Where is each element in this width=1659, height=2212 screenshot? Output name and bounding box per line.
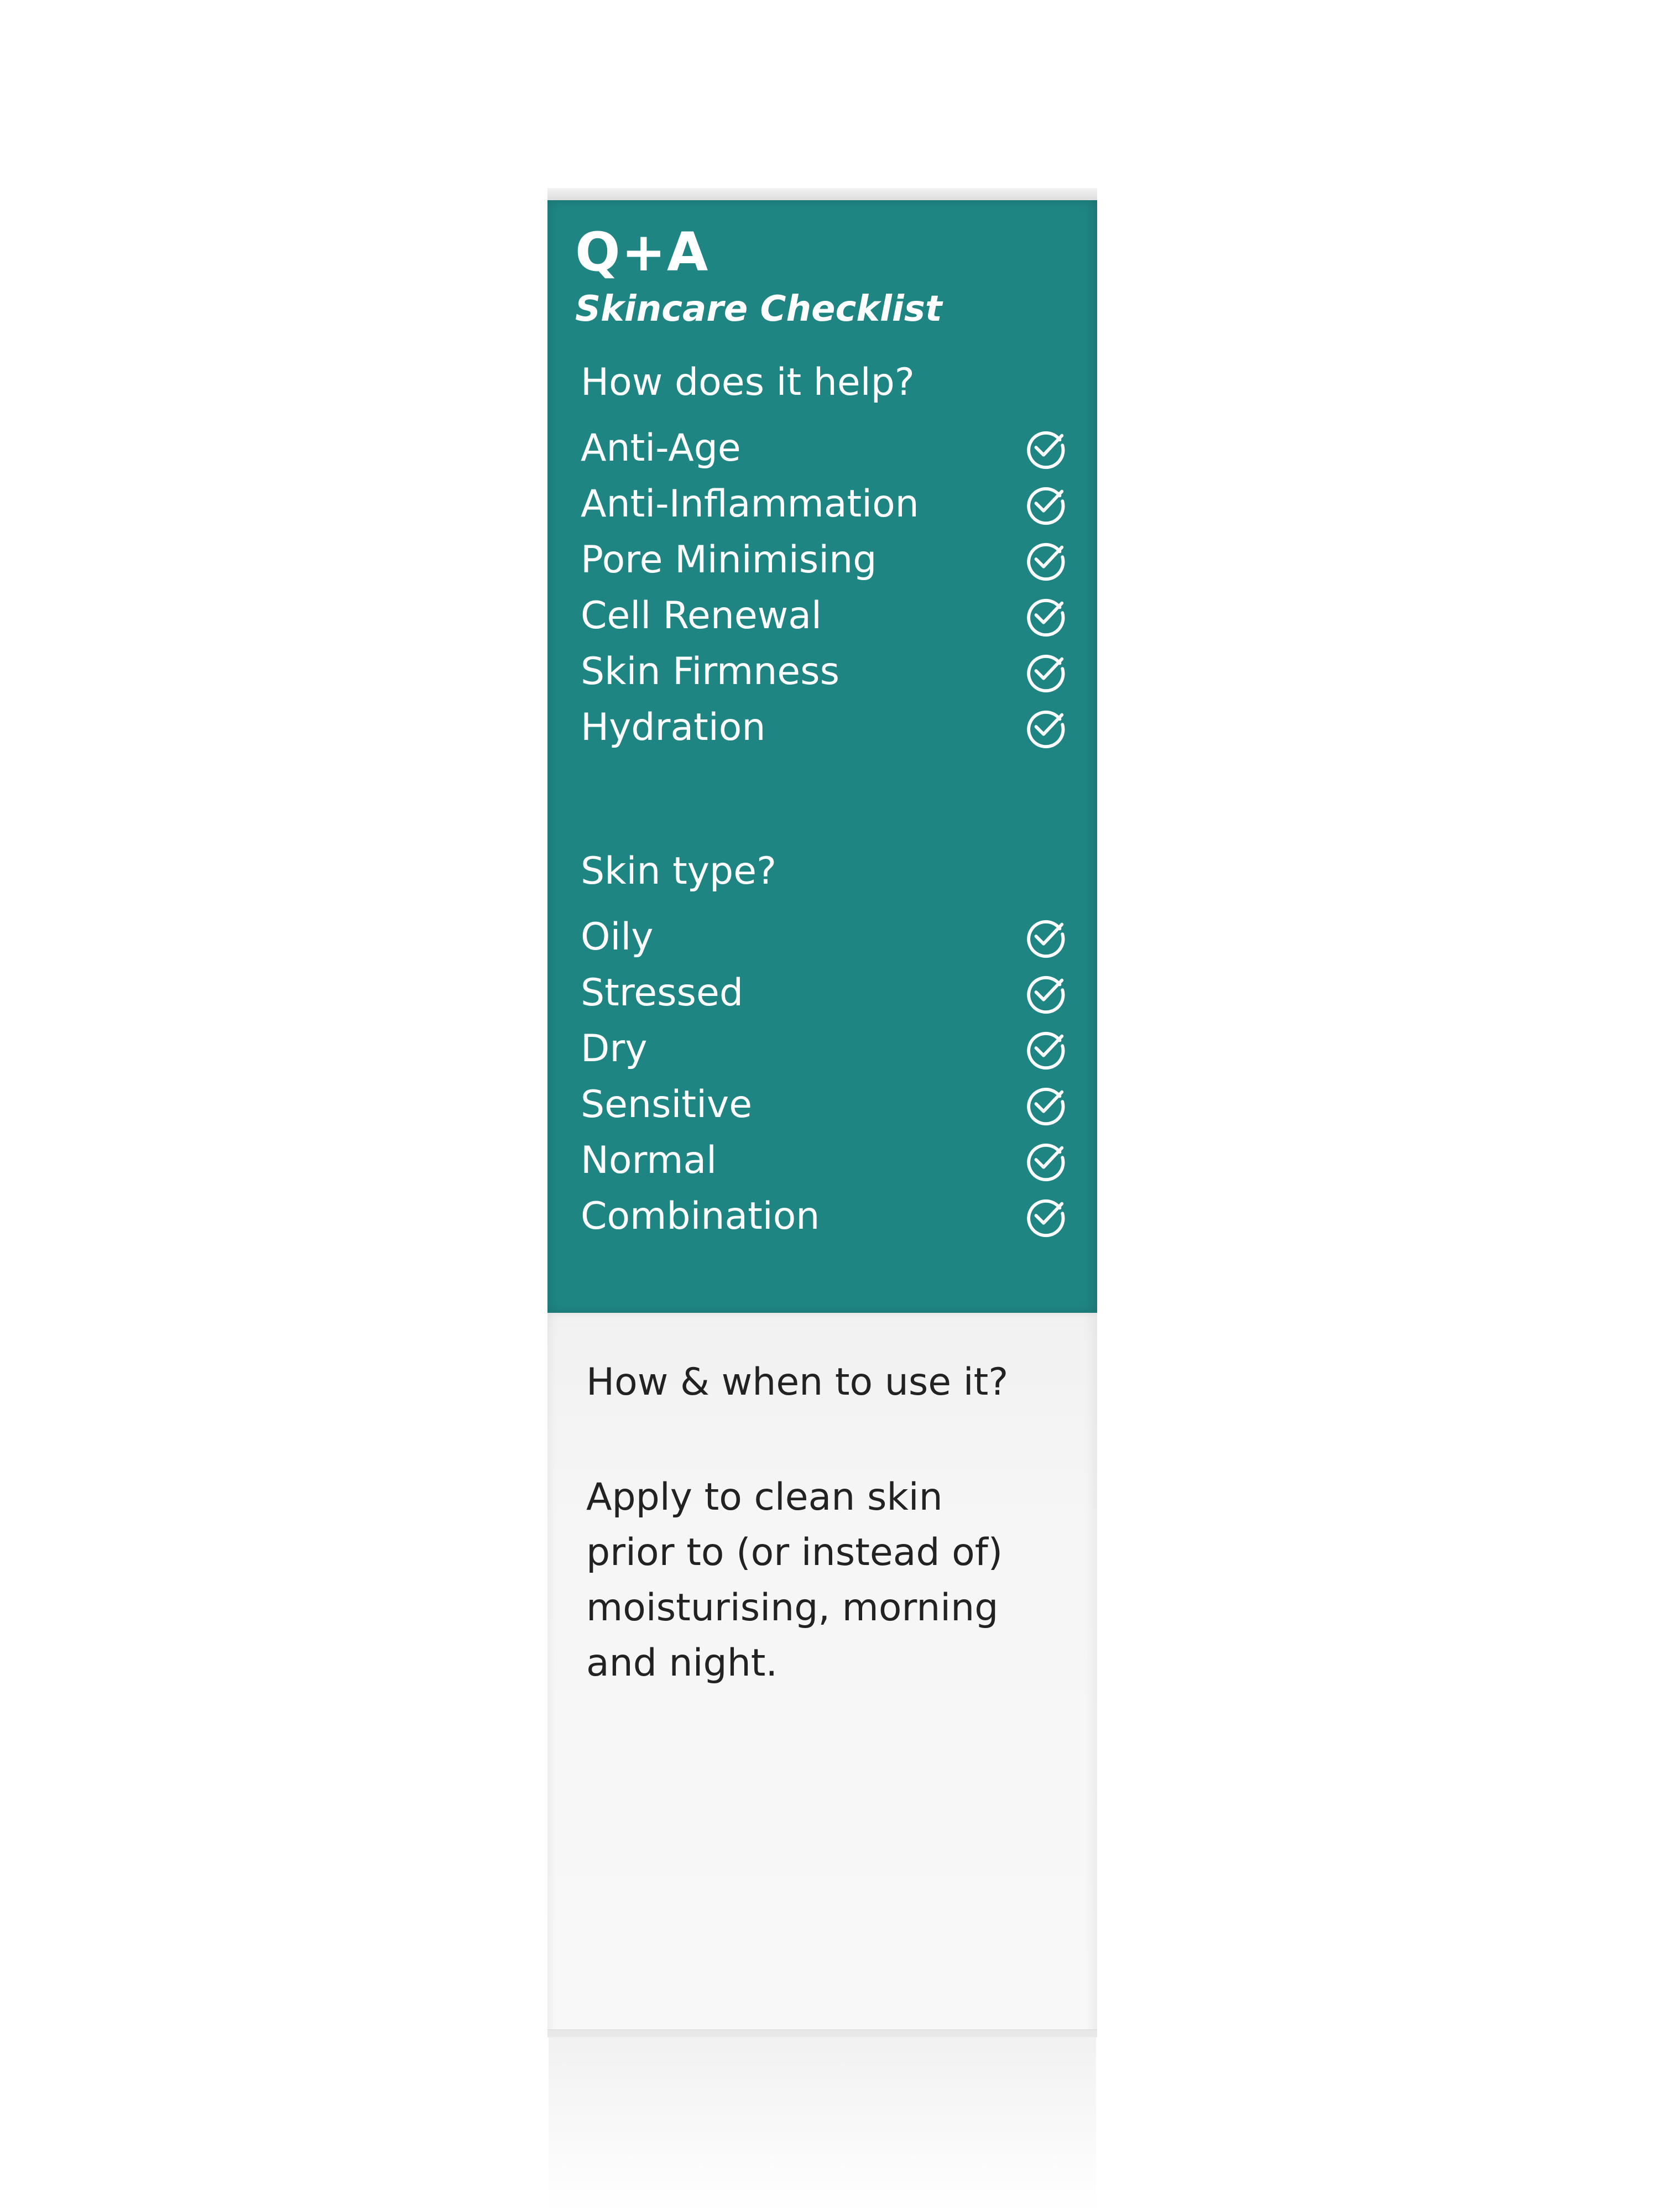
circle-check-icon bbox=[1024, 1027, 1067, 1071]
usage-instructions bbox=[586, 1470, 1073, 1691]
checklist-item-label: Oily bbox=[581, 915, 654, 959]
teal-checklist-panel bbox=[547, 200, 1097, 1313]
checklist-item-label: Cell Renewal bbox=[581, 594, 822, 638]
circle-check-icon bbox=[1024, 650, 1067, 693]
checklist-item bbox=[581, 965, 1067, 1021]
checklist-item bbox=[581, 1077, 1067, 1133]
skin-type-heading: Skin type? bbox=[581, 849, 777, 893]
checklist-item bbox=[581, 644, 1067, 700]
checklist-item-label: Anti-Inflammation bbox=[581, 482, 919, 526]
checklist-item-label: Stressed bbox=[581, 971, 743, 1015]
circle-check-icon bbox=[1024, 1139, 1067, 1182]
checklist-item-label: Combination bbox=[581, 1194, 820, 1238]
help-checklist bbox=[581, 420, 1067, 755]
checklist-item-label: Normal bbox=[581, 1139, 717, 1182]
circle-check-icon bbox=[1024, 539, 1067, 582]
checklist-item bbox=[581, 532, 1067, 588]
checklist-item bbox=[581, 476, 1067, 532]
box-reflection bbox=[549, 2037, 1096, 2212]
checklist-item-label: Anti-Age bbox=[581, 426, 741, 470]
checklist-item bbox=[581, 420, 1067, 476]
circle-check-icon bbox=[1024, 483, 1067, 526]
brand-logo: Q+A bbox=[575, 221, 709, 283]
checklist-item-label: Hydration bbox=[581, 706, 766, 749]
checklist-subtitle: Skincare Checklist bbox=[575, 289, 942, 330]
usage-line: Apply to clean skin bbox=[586, 1475, 943, 1519]
circle-check-icon bbox=[1024, 916, 1067, 959]
checklist-item bbox=[581, 700, 1067, 755]
circle-check-icon bbox=[1024, 1083, 1067, 1126]
help-section-heading: How does it help? bbox=[581, 361, 915, 404]
skin-type-checklist bbox=[581, 909, 1067, 1244]
checklist-item-label: Pore Minimising bbox=[581, 538, 877, 582]
checklist-item bbox=[581, 1188, 1067, 1244]
checklist-item bbox=[581, 1133, 1067, 1188]
usage-heading: How & when to use it? bbox=[586, 1360, 1009, 1404]
circle-check-icon bbox=[1024, 594, 1067, 638]
checklist-item-label: Sensitive bbox=[581, 1083, 753, 1126]
checklist-item bbox=[581, 909, 1067, 965]
checklist-item bbox=[581, 1021, 1067, 1077]
checklist-item-label: Dry bbox=[581, 1027, 648, 1071]
circle-check-icon bbox=[1024, 972, 1067, 1015]
checklist-item-label: Skin Firmness bbox=[581, 650, 839, 693]
product-box-side bbox=[547, 188, 1097, 2035]
circle-check-icon bbox=[1024, 706, 1067, 749]
usage-line: and night. bbox=[586, 1641, 778, 1685]
circle-check-icon bbox=[1024, 1195, 1067, 1238]
usage-line: prior to (or instead of) bbox=[586, 1531, 1003, 1574]
circle-check-icon bbox=[1024, 427, 1067, 470]
usage-line: moisturising, morning bbox=[586, 1586, 999, 1630]
box-bottom-edge bbox=[547, 2030, 1097, 2037]
checklist-item bbox=[581, 588, 1067, 644]
